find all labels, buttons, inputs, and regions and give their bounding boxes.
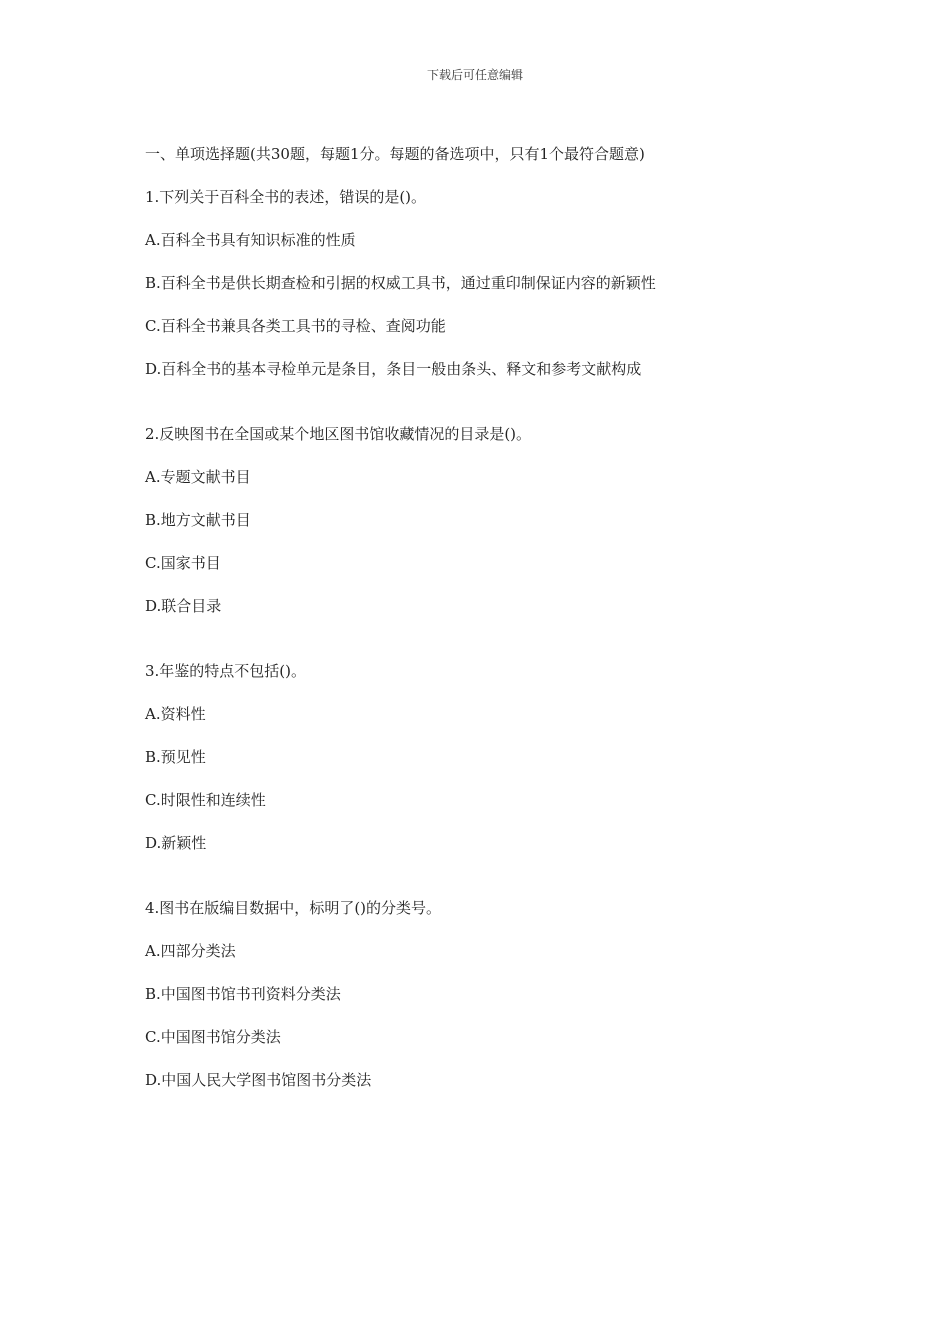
section-title: 一、单项选择题(共30题，每题1分。每题的备选项中，只有1个最符合题意) [145, 145, 645, 163]
option-a: A.资料性 [145, 705, 206, 723]
document-body [145, 143, 845, 1134]
option-b: B.中国图书馆书刊资料分类法 [145, 985, 341, 1003]
option-d: D.新颖性 [145, 834, 207, 852]
question-stem: 4.图书在版编目数据中，标明了()的分类号。 [145, 899, 442, 917]
option-c: C.百科全书兼具各类工具书的寻检、查阅功能 [145, 317, 446, 335]
question-stem: 2.反映图书在全国或某个地区图书馆收藏情况的目录是()。 [145, 425, 532, 443]
option-d: D.百科全书的基本寻检单元是条目，条目一般由条头、释文和参考文献构成 [145, 360, 642, 378]
option-c: C.国家书目 [145, 554, 221, 572]
question-3 [145, 660, 845, 854]
option-a: A.专题文献书目 [145, 468, 251, 486]
question-4 [145, 897, 845, 1091]
option-c: C.中国图书馆分类法 [145, 1028, 281, 1046]
option-a: A.四部分类法 [145, 942, 236, 960]
option-b: B.预见性 [145, 748, 206, 766]
question-2 [145, 423, 845, 617]
header-note: 下载后可任意编辑 [426, 68, 523, 82]
option-a: A.百科全书具有知识标准的性质 [145, 231, 356, 249]
option-d: D.中国人民大学图书馆图书分类法 [145, 1071, 372, 1089]
question-1 [145, 186, 845, 380]
option-b: B.地方文献书目 [145, 511, 251, 529]
question-stem: 1.下列关于百科全书的表述，错误的是()。 [145, 188, 427, 206]
option-b: B.百科全书是供长期查检和引据的权威工具书，通过重印制保证内容的新颖性 [145, 274, 656, 292]
question-stem: 3.年鉴的特点不包括()。 [145, 662, 307, 680]
option-c: C.时限性和连续性 [145, 791, 266, 809]
option-d: D.联合目录 [145, 597, 222, 615]
